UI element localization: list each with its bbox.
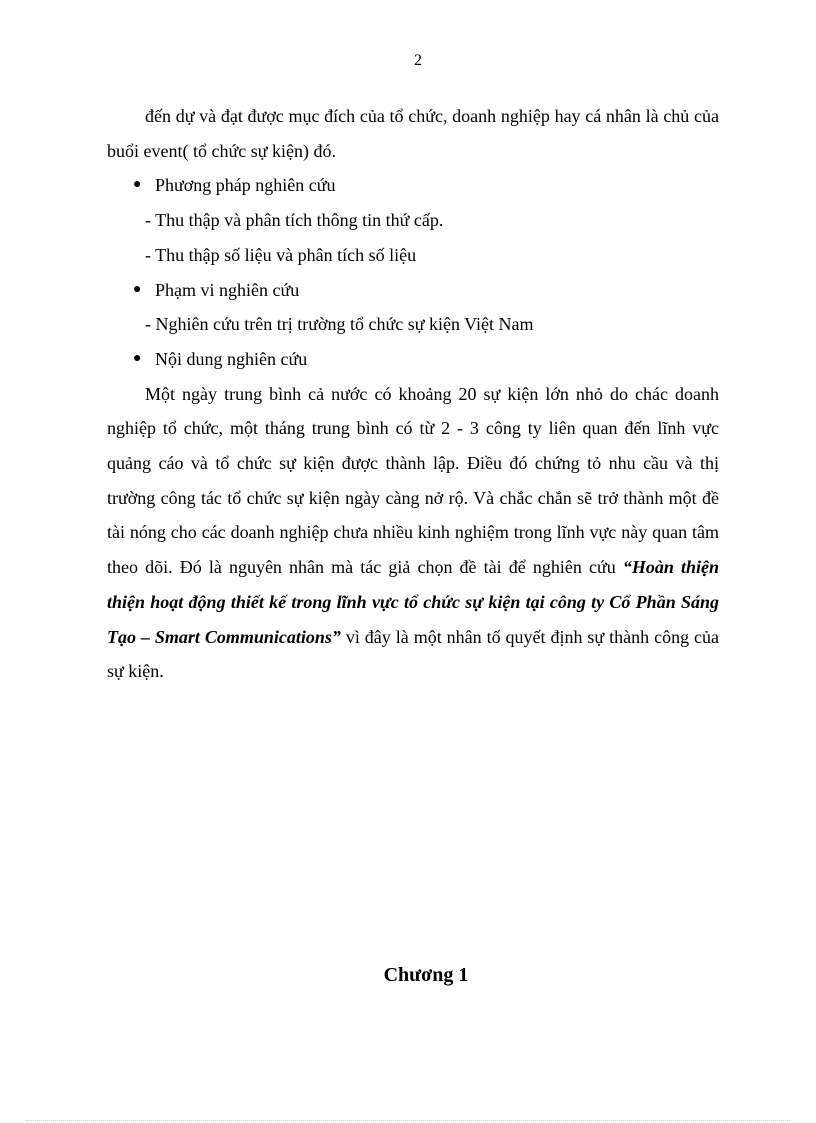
document-body <box>107 99 719 689</box>
methods-item: - Thu thập và phân tích thông tin thứ cấp. <box>145 210 444 231</box>
bullet-icon: ● <box>133 281 142 297</box>
methods-heading-text: Phương pháp nghiên cứu <box>155 175 336 196</box>
intro-paragraph <box>107 99 719 168</box>
methods-heading <box>107 168 719 203</box>
intro-line-1: đến dự và đạt được mục đích của tổ chức, doanh nghiệp hay cá nhân là chủ <box>145 106 690 126</box>
content-heading <box>107 342 719 377</box>
scope-heading-text: Phạm vi nghiên cứu <box>155 279 300 300</box>
methods-item: - Thu thập số liệu và phân tích số liệu <box>145 244 417 265</box>
content-paragraph <box>107 377 719 689</box>
thesis-title: “Hoàn thiện thiện hoạt động thiết kế trong lĩnh vực tổ chức sự kiện tại công ty Cổ Phần Sáng Tạo – Smart Communications” <box>107 557 719 647</box>
page-number: 2 <box>414 52 422 69</box>
content-paragraph-closing: vì đây là một nhân tố quyết định sự thành công của sự kiện. <box>107 626 719 682</box>
scope-heading <box>107 273 719 308</box>
content-paragraph-text: Một ngày trung bình cả nước có khoảng 20 sự kiện lớn nhỏ do chác doanh nghiệp tổ chức, một tháng trung bình có từ 2 - 3 công ty liên quan đến lĩnh vực quảng cáo và tổ chức sự kiện được thành lập. Điều đó chứng tỏ nhu cầu và thị trường công tác tổ chức sự kiện ngày càng nở rộ. Và chắc chắn sẽ trở thành một đề tài nóng cho các doanh nghiệp chưa nhiều kinh nghiệm trong lĩnh vực này quan tâm theo dõi. Đó là nguyên nhân mà tác giả chọn đề tài để nghiên cứu <box>107 383 719 578</box>
content-heading-text: Nội dung nghiên cứu <box>155 348 308 369</box>
intro-line-2: của buổi event( tổ chức sự kiện) đó. <box>107 106 719 161</box>
bullet-icon: ● <box>133 350 142 366</box>
scope-item: - Nghiên cứu trên trị trường tổ chức sự kiện Việt Nam <box>145 314 534 335</box>
page-bottom-rule <box>26 1120 790 1121</box>
chapter-title: Chương 1 <box>383 964 469 986</box>
bullet-icon: ● <box>133 177 142 193</box>
